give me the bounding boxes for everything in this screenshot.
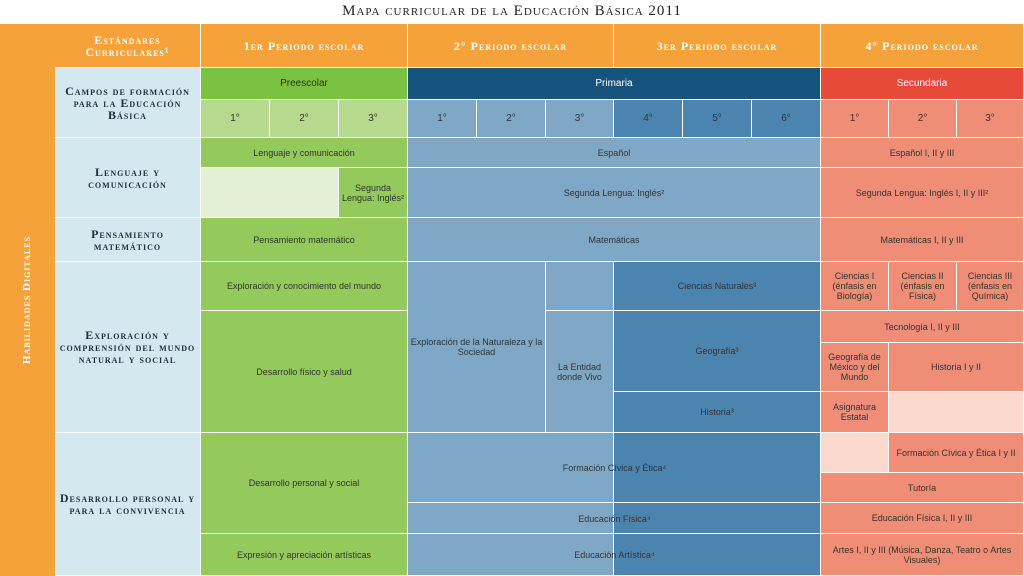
grade-pri-5: 5° <box>683 100 752 138</box>
cell-pri-exploracion: Exploración de la Naturaleza y la Sociedad <box>408 262 546 433</box>
grade-sec-2: 2° <box>889 100 957 138</box>
level-preescolar: Preescolar <box>201 68 408 100</box>
cell-sec-blank-2 <box>821 433 889 473</box>
field-lenguaje: Lenguaje y comunicación <box>55 138 201 218</box>
cell-sec-tecnologia: Tecnología I, II y III <box>821 311 1024 343</box>
cell-pri-segunda: Segunda Lengua: Inglés² <box>408 168 821 218</box>
grade-pre-3: 3° <box>339 100 408 138</box>
header-periodo-3: 3er Periodo escolar <box>614 24 821 68</box>
cell-pre-personal: Desarrollo personal y social <box>201 433 408 534</box>
grade-sec-1: 1° <box>821 100 889 138</box>
header-periodo-2: 2° Periodo escolar <box>408 24 614 68</box>
cell-pri-fisica: Educación Física⁴ <box>578 513 651 524</box>
cell-sec-artes: Artes I, II y III (Música, Danza, Teatro o Artes Visuales) <box>821 534 1024 576</box>
campos-label: Campos de formación para la Educación Básica <box>55 68 201 138</box>
cell-sec-asignatura: Asignatura Estatal <box>821 392 889 433</box>
cell-sec-ciencias-3: Ciencias III (énfasis en Química) <box>957 262 1024 311</box>
header-periodo-1: 1er Periodo escolar <box>201 24 408 68</box>
grade-pri-2: 2° <box>477 100 546 138</box>
cell-sec-espanol: Español I, II y III <box>821 138 1024 168</box>
level-primaria: Primaria <box>408 68 821 100</box>
cell-sec-historia: Historia I y II <box>889 343 1024 392</box>
grade-sec-3: 3° <box>957 100 1024 138</box>
field-desarrollo: Desarrollo personal y para la convivencia <box>55 433 201 576</box>
cell-sec-civica: Formación Cívica y Ética I y II <box>889 433 1024 473</box>
cell-pri-historia: Historia³ <box>614 392 821 433</box>
grade-pre-2: 2° <box>270 100 339 138</box>
cell-pri-civica: Formación Cívica y Ética⁴ <box>562 463 667 473</box>
cell-pri-artistica: Educación Artística⁴ <box>574 550 655 560</box>
grade-pri-1: 1° <box>408 100 477 138</box>
grade-pri-3: 3° <box>546 100 614 138</box>
cell-pri-ciencias: Ciencias Naturales³ <box>614 262 821 311</box>
cell-pre-exploracion: Exploración y conocimiento del mundo <box>201 262 408 311</box>
header-periodo-4: 4° Periodo escolar <box>821 24 1024 68</box>
side-label: Habilidades Digitales <box>21 235 33 365</box>
cell-pre-segunda: Segunda Lengua: Inglés² <box>339 168 408 218</box>
cell-pre-blank <box>201 168 339 218</box>
cell-pri-espanol: Español <box>408 138 821 168</box>
grade-pri-4: 4° <box>614 100 683 138</box>
cell-pri-geografia: Geografía³ <box>614 311 821 392</box>
level-secundaria: Secundaria <box>821 68 1024 100</box>
cell-sec-tutoria: Tutoría <box>821 473 1024 503</box>
cell-sec-geografia: Geografía de México y del Mundo <box>821 343 889 392</box>
cell-pre-lenguaje: Lenguaje y comunicación <box>201 138 408 168</box>
field-pensamiento: Pensamiento matemático <box>55 218 201 262</box>
cell-sec-ciencias-2: Ciencias II (énfasis en Física) <box>889 262 957 311</box>
cell-pri-entidad: La Entidad donde Vivo <box>546 311 614 433</box>
cell-sec-segunda: Segunda Lengua: Inglés I, II y III² <box>821 168 1024 218</box>
grade-pri-6: 6° <box>752 100 821 138</box>
side-label-bar <box>0 24 55 576</box>
page-title: Mapa curricular de la Educación Básica 2011 <box>342 3 682 19</box>
cell-pre-fisico: Desarrollo físico y salud <box>201 311 408 433</box>
cell-pri-matematicas: Matemáticas <box>408 218 821 262</box>
header-estandares: Estándares Curriculares¹ <box>55 24 201 68</box>
cell-sec-matematicas: Matemáticas I, II y III <box>821 218 1024 262</box>
grade-pre-1: 1° <box>201 100 270 138</box>
cell-sec-ciencias-1: Ciencias I (énfasis en Biología) <box>821 262 889 311</box>
cell-pri-ciencias-left <box>546 262 614 311</box>
cell-sec-fisica: Educación Física I, II y III <box>821 503 1024 534</box>
curriculum-map <box>0 24 1024 576</box>
field-exploracion: Exploración y comprensión del mundo natural y social <box>55 262 201 433</box>
cell-pre-pensamiento: Pensamiento matemático <box>201 218 408 262</box>
cell-sec-blank-1 <box>889 392 1024 433</box>
cell-pre-artistica: Expresión y apreciación artísticas <box>201 534 408 576</box>
